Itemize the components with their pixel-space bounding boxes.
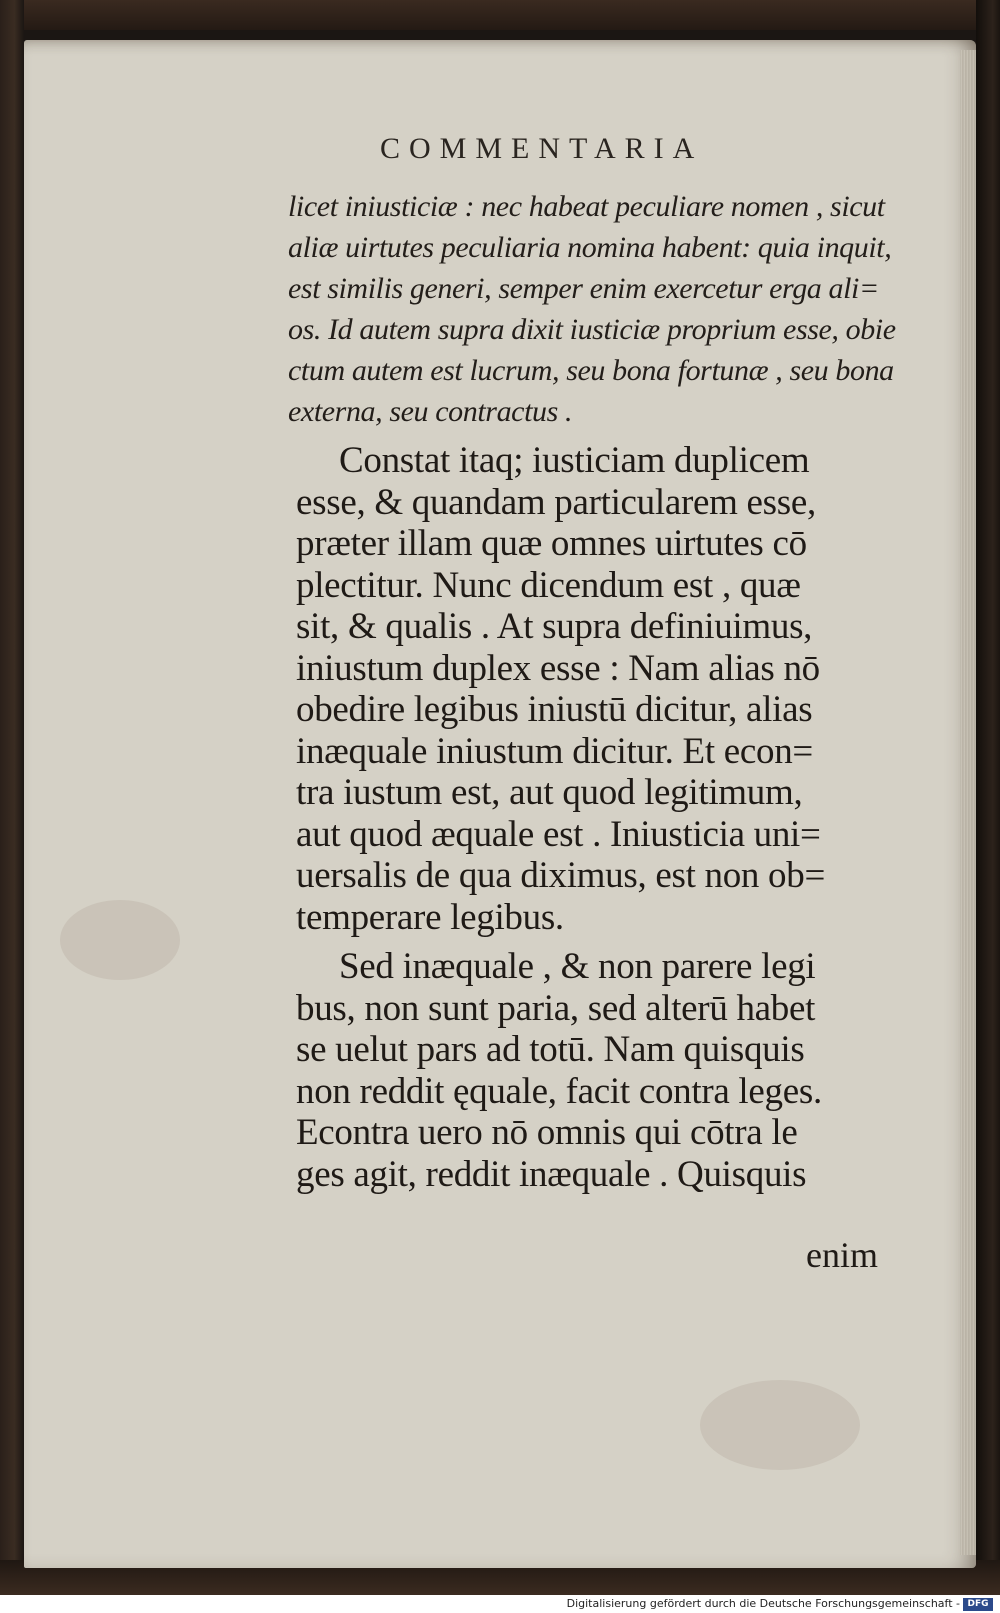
text-line: esse, & quandam particularem esse, <box>296 481 816 523</box>
commentary-line: os. Id autem supra dixit iusticiæ proprium esse, obie <box>288 313 896 346</box>
commentary-line: est similis generi, semper enim exercetur erga ali= <box>288 272 879 305</box>
binding-edge-right <box>976 0 1000 1595</box>
text-line: ges agit, reddit inæquale . Quisquis <box>296 1153 807 1195</box>
text-line: inæquale iniustum dicitur. Et econ= <box>296 730 813 772</box>
paper-stain <box>700 1380 860 1470</box>
text-line: obedire legibus iniustū dicitur, alias <box>296 689 813 730</box>
commentary-line: licet iniusticiæ : nec habeat peculiare nomen , sicut <box>288 190 885 223</box>
text-line: sit, & qualis . At supra definiuimus, <box>296 606 813 647</box>
commentary-block <box>288 186 898 432</box>
text-line: Sed inæquale , & non parere legi <box>339 946 816 987</box>
binding-edge-top <box>0 0 1000 30</box>
text-line: se uelut pars ad totū. Nam quisquis <box>296 1029 805 1070</box>
text-line: bus, non sunt paria, sed alterū habet <box>296 987 816 1029</box>
binding-edge-left <box>0 0 24 1595</box>
commentary-line: aliæ uirtutes peculiaria nomina habent: quia inquit, <box>288 231 892 264</box>
text-line: uersalis de qua diximus, est non ob= <box>296 855 826 896</box>
paragraph <box>296 440 906 938</box>
catchword: enim <box>806 1235 878 1275</box>
text-line: Econtra uero nō omnis qui cōtra le <box>296 1112 798 1153</box>
paper-stain <box>60 900 180 980</box>
text-line: aut quod æquale est . Iniusticia uni= <box>296 813 821 855</box>
text-line: Constat itaq; iusticiam duplicem <box>339 440 810 481</box>
text-line: iniustum duplex esse : Nam alias nō <box>296 647 820 689</box>
dfg-logo: DFG <box>963 1598 993 1611</box>
page-fore-edge <box>960 50 976 1555</box>
main-text-block <box>296 440 906 1195</box>
commentary-line: externa, seu contractus . <box>288 395 573 428</box>
running-head: COMMENTARIA <box>380 132 704 165</box>
paragraph-gap <box>296 938 906 946</box>
text-line: temperare legibus. <box>296 896 564 938</box>
commentary-line: ctum autem est lucrum, seu bona fortunæ , seu bona <box>288 354 894 387</box>
paragraph <box>296 946 906 1195</box>
funding-credit: Digitalisierung gefördert durch die Deutsche Forschungsgemeinschaft - <box>566 1597 960 1610</box>
text-line: non reddit ęquale, facit contra leges. <box>296 1070 822 1112</box>
text-line: tra iustum est, aut quod legitimum, <box>296 772 803 813</box>
text-line: plectitur. Nunc dicendum est , quæ <box>296 564 801 606</box>
text-line: præter illam quæ omnes uirtutes cō <box>296 523 807 564</box>
